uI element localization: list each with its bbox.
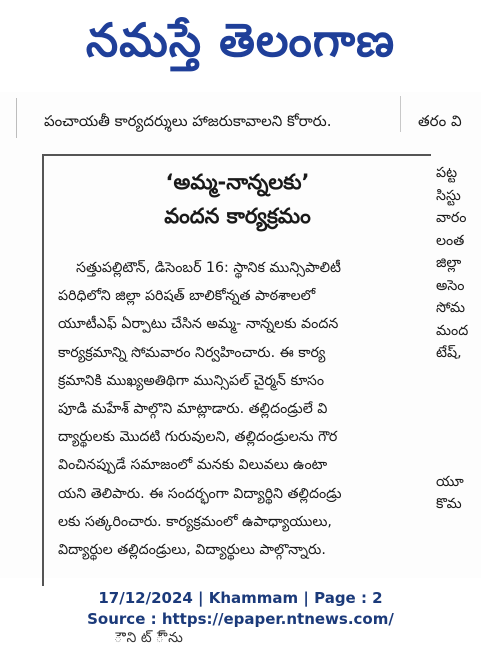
body-line: పరిధిలోని జిల్లా పరిషత్‌ బాలికోన్నత పాఠశాలలో	[58, 288, 316, 305]
body-line: ద్యార్థులకు మొదటి గురువులని, తల్లిదండ్రులను గౌర	[58, 429, 338, 446]
body-line: యని తెలిపారు. ఈ సందర్భంగా విద్యార్థిని తల్లిదండ్రు	[58, 485, 342, 502]
body-line: సత్తుపల్లిటౌన్‌, డిసెంబర్‌ 16: స్థానిక మున్సిపాలిటీ	[76, 260, 341, 276]
column-divider	[16, 98, 17, 138]
article-headline-line2: వందన కార్యక్రమం	[164, 204, 311, 228]
right-col-line: కొమ	[436, 496, 462, 512]
article-headline-line1: ‘అమ్మ-నాన్నలకు’	[165, 170, 310, 194]
masthead	[0, 0, 481, 92]
right-col-line: లంత	[436, 232, 465, 249]
footer-source-link[interactable]: Source : https://epaper.ntnews.com/	[87, 610, 394, 628]
body-line: కార్యక్రమాన్ని సోమవారం నిర్వహించారు. ఈ కార్య	[58, 344, 326, 361]
right-col-line: టేష్‌,	[436, 345, 462, 361]
article-body	[58, 254, 426, 564]
footer-date-page: 17/12/2024 | Khammam | Page : 2	[98, 589, 383, 607]
body-line: పూడి మహేశ్‌ పాల్గొని మాట్లాడారు. తల్లిదండ్రులే వి	[58, 401, 328, 418]
right-col-line: పట్ట	[436, 165, 458, 181]
body-line: యూటీఎఫ్‌ ఏర్పాటు చేసిన అమ్మ- నాన్నలకు వందన	[58, 316, 339, 333]
top-line-left: పంచాయతీ కార్యదర్శులు హాజరుకావాలని కోరారు.	[44, 112, 332, 130]
top-strip	[0, 92, 481, 138]
newspaper-title: నమస్తే తెలంగాణ	[85, 13, 396, 67]
body-line: లకు సత్కరించారు. కార్యక్రమంలో ఉపాధ్యాయులు,	[58, 513, 332, 530]
right-col-line: జిల్లా	[436, 255, 462, 271]
column-divider	[400, 96, 401, 132]
right-col-line: యూ	[436, 473, 464, 490]
right-col-line: వారం	[436, 210, 467, 226]
right-column	[436, 162, 481, 516]
top-line-right: తరం వి	[418, 112, 462, 130]
right-col-gap	[436, 365, 481, 471]
body-line: వించినప్పుడే సమాజంలో మనకు విలువలు ఉంటా	[58, 457, 328, 474]
body-line: క్రమానికి ముఖ్యఅతిథిగా మున్సిపల్‌ చైర్మన్‌ కూసం	[58, 372, 325, 389]
source-footer	[0, 588, 481, 630]
body-line: విద్యార్థుల తల్లిదండ్రులు, విద్యార్థులు పాల్గొన్నారు.	[58, 542, 326, 559]
right-col-line: సిస్టు	[436, 187, 461, 204]
right-col-line: అసెం	[436, 277, 465, 294]
right-col-line: సోమ	[436, 300, 466, 316]
next-headline-partial: ౌౌ ని ట్ ౌ్ ను	[114, 630, 183, 646]
right-col-line: మంద	[436, 322, 469, 339]
